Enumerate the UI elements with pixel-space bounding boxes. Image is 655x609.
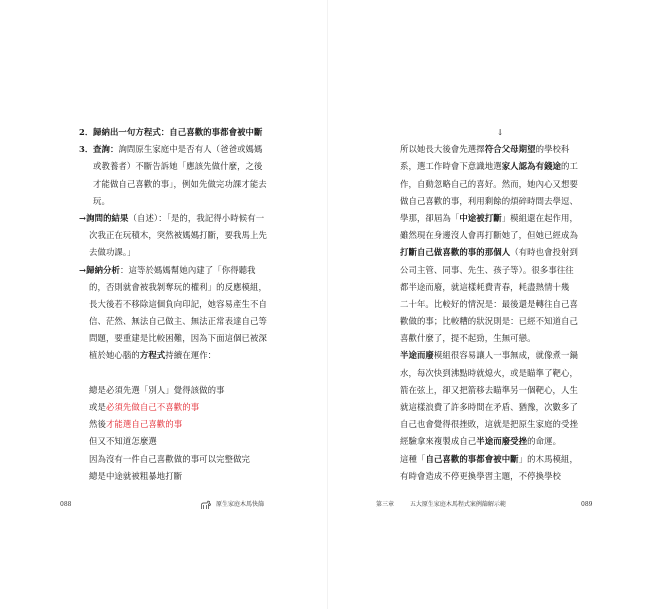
text-line — [79, 468, 311, 485]
text-line — [400, 296, 600, 313]
text-line — [400, 451, 600, 468]
text-line — [79, 279, 311, 296]
body-text: 雖然現在身邊沒人會再打斷她了，但她已經成為 — [400, 230, 578, 241]
arrow-label: 歸納分析 — [86, 264, 121, 275]
emphasis-text: 中途被打斷 — [459, 212, 502, 223]
emphasis-text: 家人認為有錢途 — [501, 161, 562, 172]
text-line — [400, 416, 600, 433]
arrow-label: 詢問的結果 — [86, 212, 129, 223]
body-text: 的命運。 — [527, 436, 562, 447]
highlight-text: 才能選自己喜歡的事 — [105, 419, 183, 430]
body-text: 的工 — [561, 161, 578, 172]
arrow-text: （自述）：「是的，我記得小時候有一 — [128, 212, 265, 223]
body-text: 這種「 — [400, 453, 426, 464]
emphasis-text: 符合父母期望 — [484, 144, 536, 155]
text-line — [79, 176, 311, 193]
body-text: 二十年。比較好的情況是：最後還是轉往自己喜 — [400, 298, 578, 309]
text-line — [400, 468, 600, 485]
text-line — [79, 227, 311, 244]
text-line — [400, 365, 600, 382]
body-text: 經驗拿來複製成自己 — [400, 436, 477, 447]
left-footer-title: 原生家庭木馬快篩 — [216, 501, 265, 508]
body-text: 歡做的事；比較糟的狀況則是：已經不知道自己 — [400, 316, 578, 327]
arrow-text: 長大後若不移除這個負向印記，她容易產生不自 — [89, 298, 267, 309]
text-line — [79, 210, 311, 227]
body-text: 水，每次快到沸點時就熄火，或是瞄準了靶心， — [400, 367, 578, 378]
text-line — [79, 347, 311, 364]
arrow-text: 去做功課。」 — [89, 247, 136, 258]
quote-text: 總是中途就被粗暴地打斷 — [89, 470, 183, 481]
body-text: 」模組還在起作用， — [501, 212, 578, 223]
text-line — [400, 399, 600, 416]
text-line — [400, 210, 600, 227]
body-text: 的學校科 — [535, 144, 570, 155]
body-text: 喜歡什麼了，提不起勁，生無可戀。 — [400, 333, 536, 344]
arrow-marker: → — [79, 212, 87, 223]
text-line — [400, 382, 600, 399]
text-line — [400, 227, 600, 244]
body-text: 公司主管、同事、先生、孩子等）。很多事往往 — [400, 264, 574, 275]
heading-text: 歸納出一句方程式：自己喜歡的事都會被中斷 — [93, 127, 263, 137]
text-line — [79, 296, 311, 313]
right-footer-title: 五大原生家庭木馬程式案例篩解示範 — [409, 501, 506, 508]
body-text: 模組很容易讓人一事無成，就像煮一鍋 — [433, 350, 578, 361]
text-line — [79, 124, 311, 141]
body-text: 做自己喜歡的事，利用剩餘的煩碎時間去學逗、 — [400, 195, 578, 206]
text-line — [400, 158, 600, 175]
text-line — [400, 313, 600, 330]
body-text: 都半途而廢，就這樣耗費青春，耗盡熱情十幾 — [400, 281, 570, 292]
left-page-body — [79, 124, 311, 485]
right-footer-chapter: 第三章 — [376, 501, 395, 508]
item-text: 或教養者）不斷告訴她「應該先做什麼，之後 — [93, 161, 263, 172]
text-line — [400, 262, 600, 279]
text-line — [400, 244, 600, 261]
text-line — [79, 193, 311, 210]
text-line — [79, 399, 311, 416]
arrow-text: ：這等於媽媽幫她內建了「你得聽我 — [120, 264, 256, 275]
text-line — [79, 313, 311, 330]
quote-text: 然後 — [89, 419, 106, 430]
quote-text: 因為沒有一件自己喜歡做的事可以完整做完 — [89, 453, 251, 464]
text-line — [79, 244, 311, 261]
arrow-text: 次我正在玩積木，突然被媽媽打斷，要我馬上先 — [89, 230, 267, 241]
text-line — [79, 158, 311, 175]
arrow-text: 問題，要重建是比較困難，因為下面這個已被深 — [89, 333, 267, 344]
down-arrow-icon: ↓ — [496, 127, 504, 137]
text-line — [400, 347, 600, 364]
text-line — [400, 141, 600, 158]
text-line — [400, 279, 600, 296]
arrow-text: 植於她心腦的 — [89, 350, 140, 361]
text-line — [79, 330, 311, 347]
text-line — [79, 365, 311, 382]
body-text: 」的木馬模組， — [518, 453, 578, 464]
body-text: 所以她長大後會先選擇 — [400, 144, 485, 155]
text-line — [79, 451, 311, 468]
item-text: 玩。 — [93, 195, 110, 206]
list-number: 2． — [79, 127, 94, 137]
text-line — [400, 176, 600, 193]
item-text: 才能做自己喜歡的事」，例如先做完功課才能去 — [93, 178, 267, 189]
body-text: 系，選工作時會下意識地選 — [400, 161, 502, 172]
emphasis-text: 自己喜歡的事都會被中斷 — [425, 453, 519, 464]
body-text: 學那，卻屆為「 — [400, 212, 460, 223]
item-text: 詢問原生家庭中是否有人（爸爸或媽媽 — [118, 144, 263, 155]
quote-text: 或是 — [89, 402, 106, 412]
arrow-text: 持續在運作： — [165, 350, 217, 361]
text-line — [400, 193, 600, 210]
text-line — [79, 262, 311, 279]
list-number: 3． — [79, 144, 94, 155]
quote-text: 但又不知道怎麼選 — [89, 436, 157, 447]
text-line — [400, 330, 600, 347]
emphasis-text: 半途而廢 — [400, 350, 434, 361]
emphasis-text: 打斷自己做喜歡的事的那個人 — [400, 247, 511, 258]
emphasis-text: 半途而廢受挫 — [476, 436, 528, 447]
body-text: 作，自動忽略自己的喜好。然而，她內心又想要 — [400, 178, 578, 189]
text-line — [400, 433, 600, 450]
item-label: 查詢： — [93, 144, 119, 155]
text-line — [79, 382, 311, 399]
text-line — [79, 141, 311, 158]
arrow-marker: → — [79, 264, 87, 275]
highlight-text: 必須先做自己不喜歡的事 — [105, 402, 200, 412]
body-text: 有時會造成不停更換學習主題，不停換學校 — [400, 470, 562, 481]
horse-icon — [200, 500, 212, 510]
body-text: 箭在弦上，卻又把箭移去瞄準另一個靶心，人生 — [400, 384, 578, 395]
left-page-number: 088 — [60, 501, 72, 508]
right-page-body — [400, 124, 600, 485]
body-text: 自己也會覺得很挫敗，這就是把原生家庭的受挫 — [400, 419, 578, 430]
right-running-footer — [376, 500, 506, 510]
body-text: 就這樣浪費了許多時間在矛盾、猶豫，次數多了 — [400, 402, 578, 412]
text-line — [79, 433, 311, 450]
quote-text: 總是必須先選「別人」覺得該做的事 — [89, 384, 225, 395]
arrow-text: 信、茫然、無法自己做主、無法正常表達自己等 — [89, 316, 267, 327]
left-running-footer — [200, 500, 264, 510]
emphasis-text: 方程式 — [139, 350, 166, 361]
right-page-number: 089 — [581, 501, 593, 508]
arrow-text: 的，否則就會被我剝奪玩的權利」的反應模組， — [89, 281, 267, 292]
text-line — [79, 416, 311, 433]
body-text: （有時也會投射到 — [510, 247, 578, 258]
